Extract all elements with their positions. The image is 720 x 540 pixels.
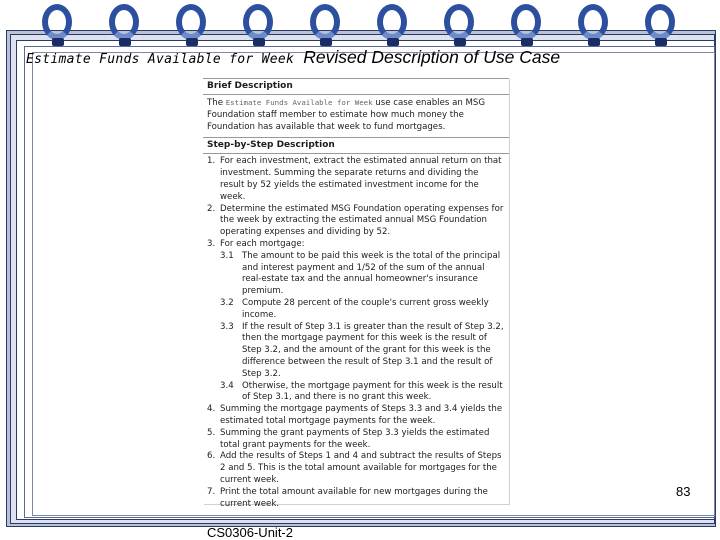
substep-text: Otherwise, the mortgage payment for this week is the result of Step 3.1, and there is no grant this week. (242, 380, 503, 403)
list-item (203, 204, 509, 239)
brief-post: use case enables an MSG Foundation staff member to estimate how much money the Foundation has available that week to fund mortgages. (207, 98, 486, 132)
binding-ring-icon (306, 2, 348, 46)
brief-pre: The (207, 98, 223, 108)
footer-text: CS0306-Unit-2 (207, 525, 293, 540)
binding-ring-icon (239, 2, 281, 46)
binding-ring-icon (507, 2, 549, 46)
step-text: Determine the estimated MSG Foundation operating expenses for the week by extracting the estimated annual MSG Foundation operating expenses and dividing by 52. (220, 203, 504, 238)
brief-heading: Brief Description (203, 78, 509, 95)
list-item (203, 487, 509, 511)
page-number: 83 (676, 484, 691, 499)
substep-text: If the result of Step 3.1 is greater than the result of Step 3.2, then the mortgage payment for this week is the result of Step 3.2, and the amount of the grant for this week is the difference between the result of Step 3.1 and the result of Step 3.2. (242, 321, 504, 379)
substep-number: 3.2 (220, 297, 234, 308)
title-code: Estimate Funds Available for Week (26, 52, 295, 67)
binding-ring-icon (38, 2, 80, 46)
step-text: Summing the mortgage payments of Steps 3.3 and 3.4 yields the estimated total mortgage payments for the week. (220, 404, 503, 426)
step-text: Print the total amount available for new mortgages during the current week. (220, 486, 488, 509)
list-item (203, 404, 509, 428)
title-text: Revised Description of Use Case (303, 47, 561, 67)
list-item (203, 298, 509, 322)
slide-title (26, 47, 560, 73)
list-item (203, 239, 509, 251)
step-text: Add the results of Steps 1 and 4 and subtract the results of Steps 2 and 5. This is the total amount available for mortgages for the current week. (220, 451, 502, 485)
step-number: 6. (207, 451, 216, 462)
substep-text: Compute 28 percent of the couple's current gross weekly income. (242, 297, 489, 320)
step-number: 5. (207, 427, 216, 438)
use-case-description (203, 78, 509, 509)
step-number: 4. (207, 404, 216, 415)
list-item (203, 251, 509, 298)
list-item (203, 451, 509, 486)
step-text: For each investment, extract the estimated annual return on that investment. Summing the separate returns and dividing the result by 52 yields the estimated investment income for the week. (220, 156, 502, 202)
binding-ring-icon (440, 2, 482, 46)
steps-heading: Step-by-Step Description (203, 137, 509, 154)
substep-number: 3.4 (220, 380, 234, 391)
list-item (203, 381, 509, 405)
step-text: For each mortgage: (220, 238, 305, 249)
list-item (203, 322, 509, 381)
binding-ring-icon (105, 2, 147, 46)
step-number: 3. (207, 238, 216, 249)
substep-number: 3.1 (220, 250, 234, 261)
substep-text: The amount to be paid this week is the total of the principal and interest payment and 1/52 of the sum of the annual real-estate tax and the annual homeowner's insurance premium. (242, 250, 501, 297)
step-number: 7. (207, 486, 216, 497)
binding-ring-icon (373, 2, 415, 46)
spiral-binding (38, 0, 708, 48)
substep-number: 3.3 (220, 321, 234, 332)
binding-ring-icon (172, 2, 214, 46)
step-number: 1. (207, 156, 216, 167)
step-number: 2. (207, 203, 216, 214)
binding-ring-icon (641, 2, 683, 46)
brief-code: Estimate Funds Available for Week (225, 98, 373, 107)
brief-description (203, 95, 509, 137)
binding-ring-icon (574, 2, 616, 46)
step-text: Summing the grant payments of Step 3.3 yields the estimated total grant payments for the week. (220, 427, 490, 450)
list-item (203, 428, 509, 452)
list-item (203, 156, 509, 203)
